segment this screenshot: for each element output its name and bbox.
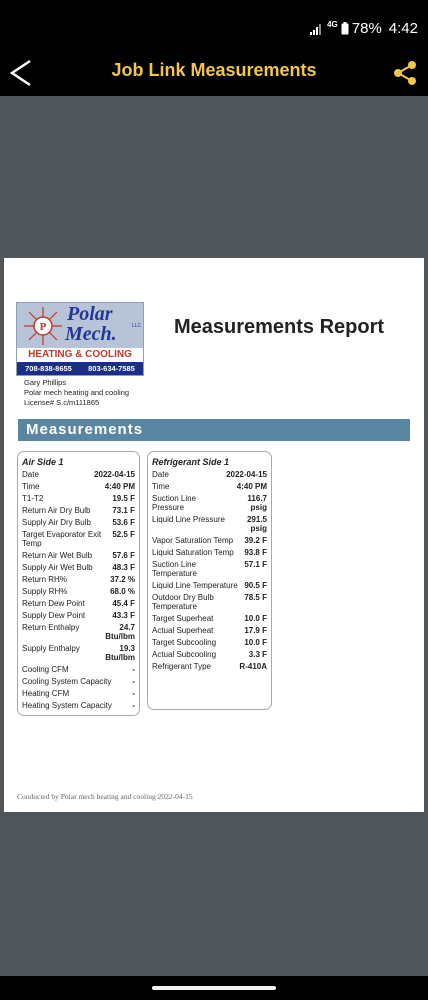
measurement-label: T1-T2 <box>22 494 44 503</box>
measurement-value: - <box>132 665 135 674</box>
measurement-label: Liquid Line Temperature <box>152 581 238 590</box>
measurement-label: Outdoor Dry Bulb Temperature <box>152 593 214 611</box>
measurement-row <box>22 623 135 641</box>
measurement-value: 2022-04-15 <box>226 470 267 479</box>
measurement-label: Return Air Dry Bulb <box>22 506 91 515</box>
measurement-value: R-410A <box>239 662 267 671</box>
logo-word-polar: Polar <box>67 303 113 325</box>
measurement-row <box>152 638 267 647</box>
company-name: Polar mech heating and cooling <box>24 388 130 397</box>
measurement-label: Target Evaporator Exit Temp <box>22 530 102 548</box>
measurement-label: Cooling CFM <box>22 665 69 674</box>
measurement-value: 78.5 F <box>244 593 267 602</box>
air-side-title: Air Side 1 <box>22 457 64 467</box>
measurement-row <box>22 551 135 560</box>
company-info <box>24 378 129 408</box>
navigation-bar <box>0 976 428 1000</box>
technician-name: Gary Phillips <box>24 378 67 387</box>
report-document <box>4 258 424 812</box>
battery-icon <box>341 22 349 35</box>
measurement-label: Liquid Line Pressure <box>152 515 225 524</box>
measurement-row <box>152 650 267 659</box>
measurement-label: Supply Enthalpy <box>22 644 80 653</box>
measurement-row <box>152 593 267 611</box>
section-header: Measurements <box>18 419 410 441</box>
measurement-value: 10.0 F <box>244 614 267 623</box>
measurement-label: Heating CFM <box>22 689 70 698</box>
measurement-value: 45.4 F <box>112 599 135 608</box>
measurement-value: 24.7 Btu/lbm <box>105 623 135 641</box>
logo-llc: LLC <box>132 323 142 329</box>
logo-phone-2: 803-634-7585 <box>88 364 135 373</box>
logo-phone-1: 708-838-8655 <box>25 364 72 373</box>
measurement-row <box>22 689 135 698</box>
company-logo <box>16 302 144 376</box>
measurement-row <box>152 482 267 491</box>
measurement-value: 19.5 F <box>112 494 135 503</box>
measurement-value: 39.2 F <box>244 536 267 545</box>
license-number: License# S.c/m111865 <box>24 398 100 407</box>
measurement-row <box>152 536 267 545</box>
signal-icon <box>310 23 324 35</box>
measurement-value: 53.6 F <box>112 518 135 527</box>
logo-emblem-icon <box>19 303 67 349</box>
measurement-label: Actual Superheat <box>152 626 214 635</box>
measurement-row <box>22 506 135 515</box>
measurement-value: 52.5 F <box>112 530 135 539</box>
network-type: 4G <box>327 20 338 29</box>
report-footer: Conducted by Polar mech heating and cooling 2022-04-15 <box>17 792 193 801</box>
measurement-label: Supply Dew Point <box>22 611 86 620</box>
measurement-value: 291.5 psig <box>246 515 267 533</box>
measurement-row <box>22 587 135 596</box>
measurement-label: Time <box>152 482 170 491</box>
measurement-label: Date <box>22 470 39 479</box>
measurement-value: 37.2 % <box>110 575 135 584</box>
logo-phones <box>17 362 143 375</box>
measurement-label: Refrigerant Type <box>152 662 211 671</box>
measurement-value: 48.3 F <box>112 563 135 572</box>
measurement-value: 68.0 % <box>110 587 135 596</box>
measurement-value: 73.1 F <box>112 506 135 515</box>
measurement-row <box>22 611 135 620</box>
measurement-row <box>22 599 135 608</box>
measurement-row <box>22 665 135 674</box>
measurement-label: Date <box>152 470 169 479</box>
svg-text:P: P <box>39 321 47 333</box>
measurement-value: 57.1 F <box>244 560 267 569</box>
measurement-row <box>22 494 135 503</box>
refrigerant-side-panel <box>147 451 272 710</box>
measurement-label: Return Enthalpy <box>22 623 80 632</box>
measurement-label: Actual Subcooling <box>152 650 217 659</box>
measurement-row <box>22 518 135 527</box>
measurement-value: - <box>132 677 135 686</box>
measurement-label: Suction Line Pressure <box>152 494 197 512</box>
measurement-value: 2022-04-15 <box>94 470 135 479</box>
measurement-value: 93.8 F <box>244 548 267 557</box>
measurement-row <box>152 560 267 578</box>
measurement-value: 43.3 F <box>112 611 135 620</box>
measurement-label: Suction Line Temperature <box>152 560 197 578</box>
measurement-row <box>22 530 135 548</box>
measurement-value: 57.6 F <box>112 551 135 560</box>
measurement-row <box>22 644 135 662</box>
home-indicator[interactable] <box>152 986 276 990</box>
measurement-row <box>22 470 135 479</box>
measurement-row <box>22 482 135 491</box>
measurement-row <box>152 581 267 590</box>
measurement-row <box>152 548 267 557</box>
measurement-value: - <box>132 689 135 698</box>
measurement-label: Return Air Wet Bulb <box>22 551 93 560</box>
logo-word-mech: Mech. <box>65 323 117 345</box>
measurement-label: Supply Air Wet Bulb <box>22 563 93 572</box>
status-bar <box>0 0 428 50</box>
measurement-label: Target Subcooling <box>152 638 217 647</box>
measurement-row <box>22 677 135 686</box>
measurement-row <box>152 662 267 671</box>
measurement-value: 10.0 F <box>244 638 267 647</box>
measurement-value: 4:40 PM <box>236 482 267 491</box>
measurement-value: 19.3 Btu/lbm <box>105 644 135 662</box>
report-title: Measurements Report <box>174 316 385 338</box>
share-icon <box>390 58 420 88</box>
measurement-row <box>152 626 267 635</box>
measurement-label: Vapor Saturation Temp <box>152 536 234 545</box>
measurement-row <box>22 563 135 572</box>
measurement-row <box>152 494 267 512</box>
measurement-value: 116.7 psig <box>247 494 267 512</box>
measurement-value: 17.9 F <box>244 626 267 635</box>
measurement-label: Cooling System Capacity <box>22 677 112 686</box>
measurement-label: Heating System Capacity <box>22 701 112 710</box>
page-title: Job Link Measurements <box>111 60 317 80</box>
logo-tagline: HEATING & COOLING <box>17 348 143 362</box>
refrigerant-side-title: Refrigerant Side 1 <box>152 457 230 467</box>
measurement-label: Liquid Saturation Temp <box>152 548 234 557</box>
measurement-row <box>152 614 267 623</box>
measurement-label: Time <box>22 482 40 491</box>
measurement-row <box>22 575 135 584</box>
measurement-value: 3.3 F <box>248 650 267 659</box>
clock: 4:42 <box>388 20 418 37</box>
measurement-value: 4:40 PM <box>104 482 135 491</box>
measurement-row <box>22 701 135 710</box>
measurement-row <box>152 470 267 479</box>
share-button[interactable] <box>390 58 420 88</box>
measurement-value: 90.5 F <box>244 581 267 590</box>
measurement-row <box>152 515 267 533</box>
measurement-label: Return Dew Point <box>22 599 85 608</box>
measurement-label: Return RH% <box>22 575 67 584</box>
app-bar <box>0 50 428 96</box>
measurement-label: Supply Air Dry Bulb <box>22 518 91 527</box>
measurement-label: Supply RH% <box>22 587 68 596</box>
battery-level: 78% <box>351 20 382 37</box>
measurement-label: Target Superheat <box>152 614 214 623</box>
measurement-value: - <box>132 701 135 710</box>
air-side-panel <box>17 451 140 716</box>
